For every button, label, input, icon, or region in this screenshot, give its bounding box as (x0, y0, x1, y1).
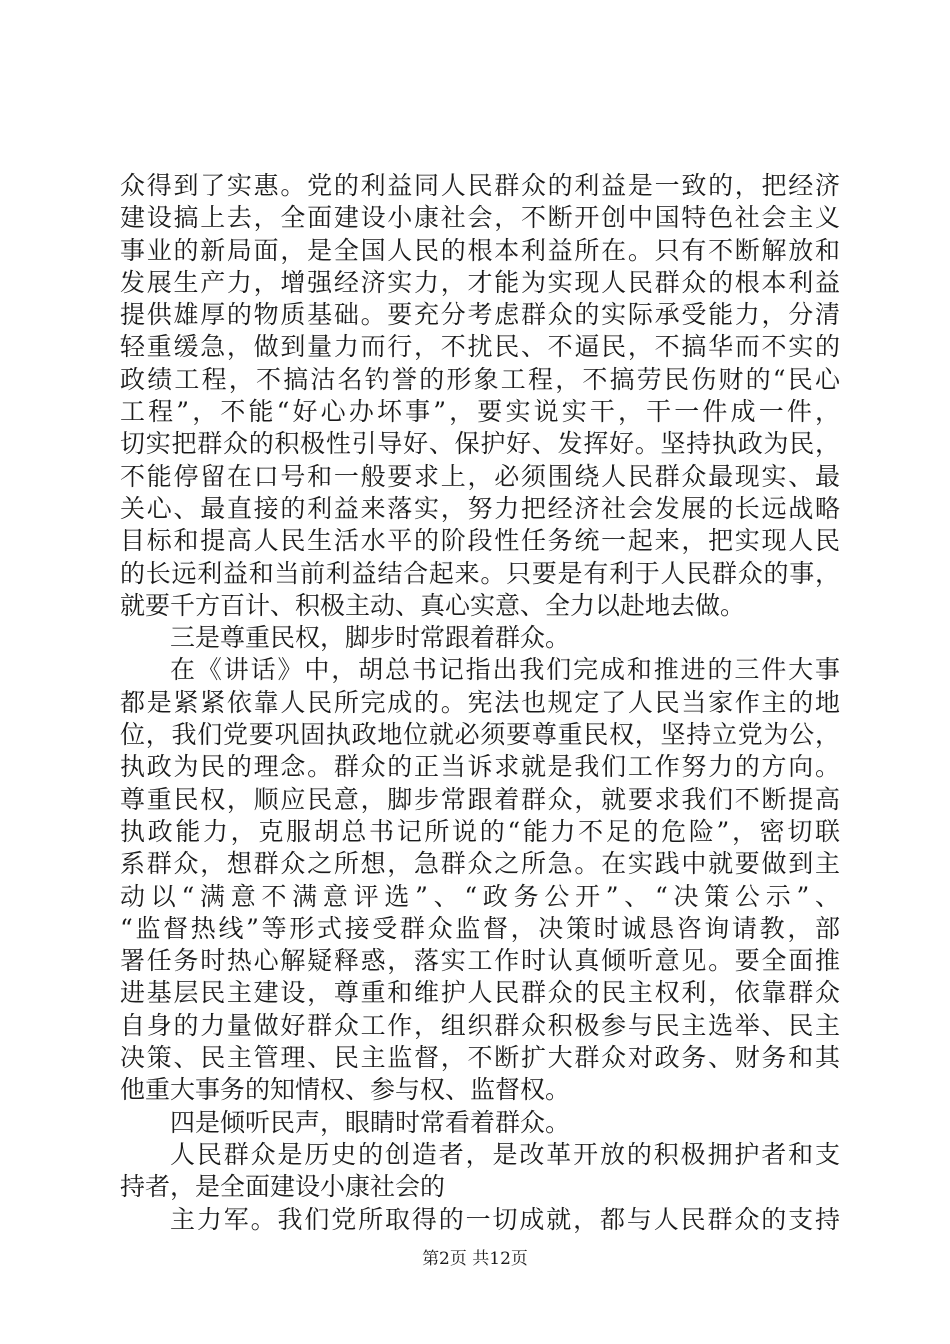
text-line: 在《讲话》中，胡总书记指出我们完成和推进的三件大事 (170, 655, 840, 685)
section-heading: 三是尊重民权，脚步时常跟着群众。 (170, 623, 571, 653)
text-line: 尊重民权，顺应民意，脚步常跟着群众，就要求我们不断提高 (120, 784, 840, 814)
text-line: 人民群众是历史的创造者，是改革开放的积极拥护者和支 (170, 1139, 840, 1169)
text-line: 轻重缓急，做到量力而行，不扰民、不逼民，不搞华而不实的 (120, 332, 840, 362)
text-line: 发展生产力，增强经济实力，才能为实现人民群众的根本利益 (120, 267, 840, 297)
text-line: 众得到了实惠。党的利益同人民群众的利益是一致的，把经济 (120, 171, 840, 200)
text-line: 持者，是全面建设小康社会的 (120, 1172, 446, 1202)
section-heading: 四是倾听民声，眼睛时常看着群众。 (170, 1107, 571, 1137)
text-line: 事业的新局面，是全国人民的根本利益所在。只有不断解放和 (120, 235, 840, 265)
text-line: 目标和提高人民生活水平的阶段性任务统一起来，把实现人民 (120, 526, 840, 556)
text-line: 署任务时热心解疑释惑，落实工作时认真倾听意见。要全面推 (120, 946, 840, 976)
text-line: 就要千方百计、积极主动、真心实意、全力以赴地去做。 (120, 590, 746, 620)
text-line: 进基层民主建设，尊重和维护人民群众的民主权利，依靠群众 (120, 978, 840, 1008)
text-line: 决策、民主管理、民主监督，不断扩大群众对政务、财务和其 (120, 1043, 840, 1073)
text-line: 切实把群众的积极性引导好、保护好、发挥好。坚持执政为民， (120, 429, 840, 459)
text-line: 政绩工程，不搞沽名钓誉的形象工程，不搞劳民伤财的“民心 (120, 364, 840, 394)
text-line: 的长远利益和当前利益结合起来。只要是有利于人民群众的事， (120, 558, 840, 588)
text-line: 提供雄厚的物质基础。要充分考虑群众的实际承受能力，分清 (120, 300, 840, 330)
text-line: 位，我们党要巩固执政地位就必须要尊重民权，坚持立党为公， (120, 720, 840, 750)
page-number-footer: 第2页 共12页 (422, 1249, 528, 1269)
text-line: 动以“满意不满意评选”、“政务公开”、“决策公示”、 (120, 881, 840, 911)
text-line: 执政为民的理念。群众的正当诉求就是我们工作努力的方向。 (120, 752, 840, 782)
text-line: 系群众，想群众之所想，急群众之所急。在实践中就要做到主 (120, 849, 840, 879)
body-text (120, 170, 840, 1236)
text-line: 关心、最直接的利益来落实，努力把经济社会发展的长远战略 (120, 493, 840, 523)
text-line: 自身的力量做好群众工作，组织群众积极参与民主选举、民主 (120, 1010, 840, 1040)
text-line: 主力军。我们党所取得的一切成就，都与人民群众的支持 (170, 1204, 840, 1234)
text-line: 都是紧紧依靠人民所完成的。宪法也规定了人民当家作主的地 (120, 687, 840, 717)
text-line: “监督热线”等形式接受群众监督，决策时诚恳咨询请教，部 (120, 913, 840, 943)
text-line: 执政能力，克服胡总书记所说的“能力不足的危险”，密切联 (120, 816, 840, 846)
text-line: 建设搞上去，全面建设小康社会，不断开创中国特色社会主义 (120, 203, 840, 233)
text-line: 不能停留在口号和一般要求上，必须围绕人民群众最现实、最 (120, 461, 840, 491)
text-line: 他重大事务的知情权、参与权、监督权。 (120, 1075, 571, 1105)
text-line: 工程”，不能“好心办坏事”，要实说实干，干一件成一件， (120, 397, 840, 427)
